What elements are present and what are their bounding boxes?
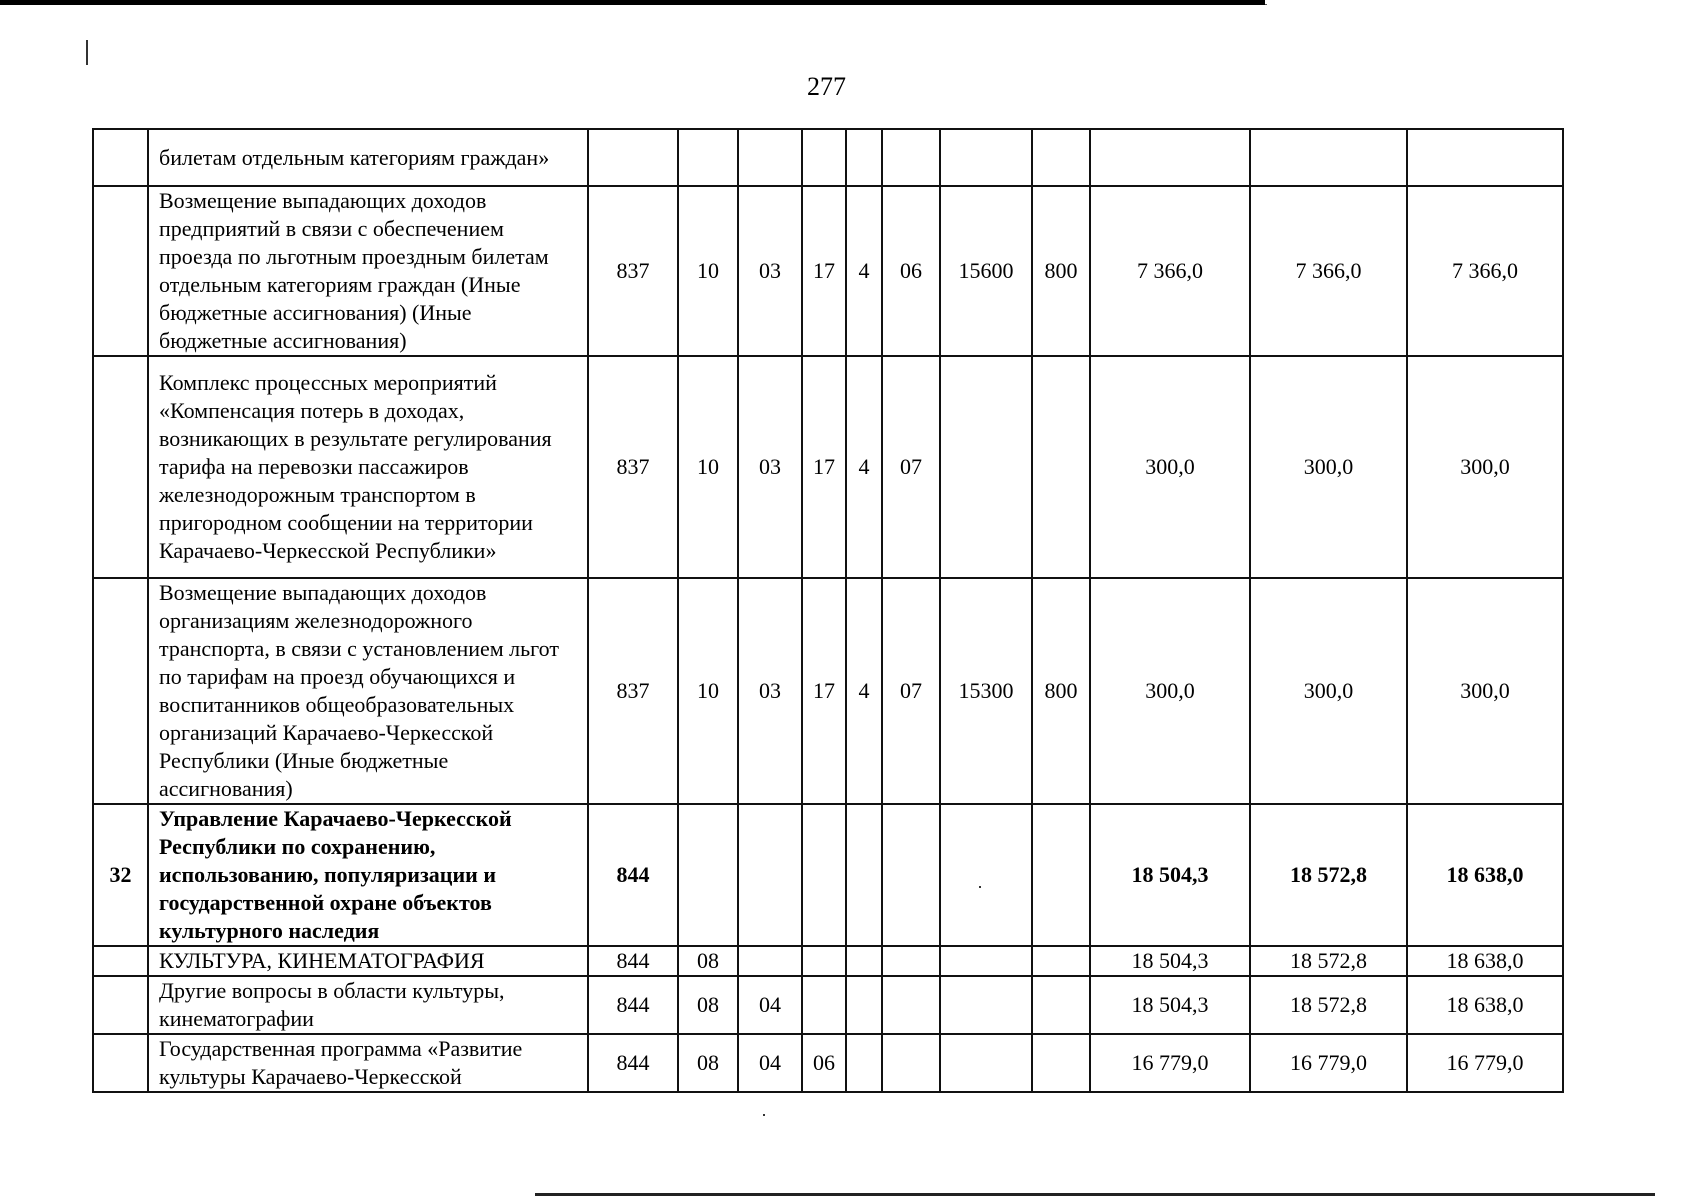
row-number	[93, 946, 148, 976]
code-subsection	[738, 804, 802, 946]
code-subsection: 03	[738, 578, 802, 804]
row-name: Управление Карачаево-Черкесской Республики по сохранению, использованию, популяризации и государственной охране объектов культурного наследия	[148, 804, 588, 946]
amount-year-1: 16 779,0	[1090, 1034, 1250, 1092]
code-program: 06	[802, 1034, 846, 1092]
code-ministry: 837	[588, 578, 678, 804]
code-section: 08	[678, 1034, 738, 1092]
amount-year-1: 300,0	[1090, 356, 1250, 578]
amount-year-3: 18 638,0	[1407, 804, 1563, 946]
code-program-type: 4	[846, 578, 882, 804]
amount-year-2: 18 572,8	[1250, 946, 1407, 976]
code-subprogram	[882, 804, 940, 946]
amount-year-1	[1090, 129, 1250, 186]
scan-border-top	[0, 0, 1265, 5]
code-subsection	[738, 129, 802, 186]
code-direction: 15300	[940, 578, 1032, 804]
row-name: Комплекс процессных мероприятий «Компенсация потерь в доходах, возникающих в результате регулирования тарифа на перевозки пассажиров железнодорожным транспортом в пригородном сообщении на территории Карачаево-Черкесской Республики»	[148, 356, 588, 578]
code-subprogram: 06	[882, 186, 940, 356]
amount-year-3: 16 779,0	[1407, 1034, 1563, 1092]
amount-year-1: 7 366,0	[1090, 186, 1250, 356]
code-program: 17	[802, 186, 846, 356]
amount-year-1: 18 504,3	[1090, 804, 1250, 946]
code-direction	[940, 976, 1032, 1034]
row-number	[93, 129, 148, 186]
row-name: Возмещение выпадающих доходов организациям железнодорожного транспорта, в связи с установлением льгот по тарифам на проезд обучающихся и воспитанников общеобразовательных организаций Карачаево-Черкесской Республики (Иные бюджетные ассигнования)	[148, 578, 588, 804]
code-subprogram	[882, 129, 940, 186]
code-program	[802, 976, 846, 1034]
row-name: Другие вопросы в области культуры, кинематографии	[148, 976, 588, 1034]
scan-border-bottom	[535, 1193, 1655, 1196]
table-row	[93, 946, 1563, 976]
code-program	[802, 804, 846, 946]
amount-year-3: 300,0	[1407, 356, 1563, 578]
amount-year-2: 18 572,8	[1250, 804, 1407, 946]
code-expense-type: 800	[1032, 186, 1090, 356]
row-number	[93, 186, 148, 356]
amount-year-1: 18 504,3	[1090, 946, 1250, 976]
code-program-type	[846, 129, 882, 186]
code-direction	[940, 356, 1032, 578]
code-direction: 15600	[940, 186, 1032, 356]
table-row	[93, 804, 1563, 946]
code-expense-type	[1032, 1034, 1090, 1092]
code-section: 10	[678, 356, 738, 578]
page-number: 277	[807, 72, 846, 101]
code-subsection: 03	[738, 356, 802, 578]
code-expense-type	[1032, 356, 1090, 578]
code-expense-type	[1032, 804, 1090, 946]
code-section	[678, 129, 738, 186]
row-number	[93, 976, 148, 1034]
scan-dust-dot	[763, 1114, 765, 1116]
code-expense-type	[1032, 946, 1090, 976]
code-section	[678, 804, 738, 946]
code-ministry: 844	[588, 976, 678, 1034]
code-section: 10	[678, 578, 738, 804]
code-subsection: 03	[738, 186, 802, 356]
table-row	[93, 186, 1563, 356]
amount-year-2: 7 366,0	[1250, 186, 1407, 356]
table-row	[93, 356, 1563, 578]
amount-year-2	[1250, 129, 1407, 186]
code-program-type	[846, 946, 882, 976]
code-ministry: 844	[588, 804, 678, 946]
row-number	[93, 1034, 148, 1092]
code-program	[802, 946, 846, 976]
code-subprogram	[882, 976, 940, 1034]
row-number: 32	[93, 804, 148, 946]
code-ministry: 837	[588, 356, 678, 578]
amount-year-3: 18 638,0	[1407, 976, 1563, 1034]
code-subprogram: 07	[882, 578, 940, 804]
budget-table	[92, 128, 1564, 1093]
row-number	[93, 356, 148, 578]
code-direction	[940, 946, 1032, 976]
code-subprogram: 07	[882, 356, 940, 578]
budget-table-body	[93, 129, 1563, 1092]
amount-year-1: 300,0	[1090, 578, 1250, 804]
amount-year-2: 300,0	[1250, 356, 1407, 578]
code-program-type: 4	[846, 356, 882, 578]
code-subsection: 04	[738, 1034, 802, 1092]
code-ministry: 844	[588, 946, 678, 976]
amount-year-3: 7 366,0	[1407, 186, 1563, 356]
code-direction	[940, 129, 1032, 186]
code-program-type	[846, 804, 882, 946]
row-name: КУЛЬТУРА, КИНЕМАТОГРАФИЯ	[148, 946, 588, 976]
code-program-type	[846, 976, 882, 1034]
code-expense-type	[1032, 129, 1090, 186]
code-direction	[940, 804, 1032, 946]
code-direction	[940, 1034, 1032, 1092]
table-row	[93, 1034, 1563, 1092]
amount-year-3	[1407, 129, 1563, 186]
table-row	[93, 976, 1563, 1034]
amount-year-2: 18 572,8	[1250, 976, 1407, 1034]
row-name: Возмещение выпадающих доходов предприятий в связи с обеспечением проезда по льготным проездным билетам отдельным категориям граждан (Иные бюджетные ассигнования) (Иные бюджетные ассигнования)	[148, 186, 588, 356]
row-number	[93, 578, 148, 804]
code-ministry	[588, 129, 678, 186]
amount-year-3: 300,0	[1407, 578, 1563, 804]
amount-year-3: 18 638,0	[1407, 946, 1563, 976]
code-ministry: 837	[588, 186, 678, 356]
table-row	[93, 129, 1563, 186]
code-subprogram	[882, 946, 940, 976]
code-expense-type	[1032, 976, 1090, 1034]
row-name: билетам отдельным категориям граждан»	[148, 129, 588, 186]
code-expense-type: 800	[1032, 578, 1090, 804]
code-program	[802, 129, 846, 186]
amount-year-1: 18 504,3	[1090, 976, 1250, 1034]
code-section: 10	[678, 186, 738, 356]
code-ministry: 844	[588, 1034, 678, 1092]
code-section: 08	[678, 976, 738, 1034]
code-program-type	[846, 1034, 882, 1092]
scan-margin-mark	[86, 40, 88, 65]
code-program: 17	[802, 356, 846, 578]
code-subsection	[738, 946, 802, 976]
code-program-type: 4	[846, 186, 882, 356]
code-subprogram	[882, 1034, 940, 1092]
table-row	[93, 578, 1563, 804]
amount-year-2: 16 779,0	[1250, 1034, 1407, 1092]
scan-border-top-tail	[1265, 4, 1267, 5]
code-subsection: 04	[738, 976, 802, 1034]
code-program: 17	[802, 578, 846, 804]
row-name: Государственная программа «Развитие культуры Карачаево-Черкесской	[148, 1034, 588, 1092]
code-section: 08	[678, 946, 738, 976]
amount-year-2: 300,0	[1250, 578, 1407, 804]
